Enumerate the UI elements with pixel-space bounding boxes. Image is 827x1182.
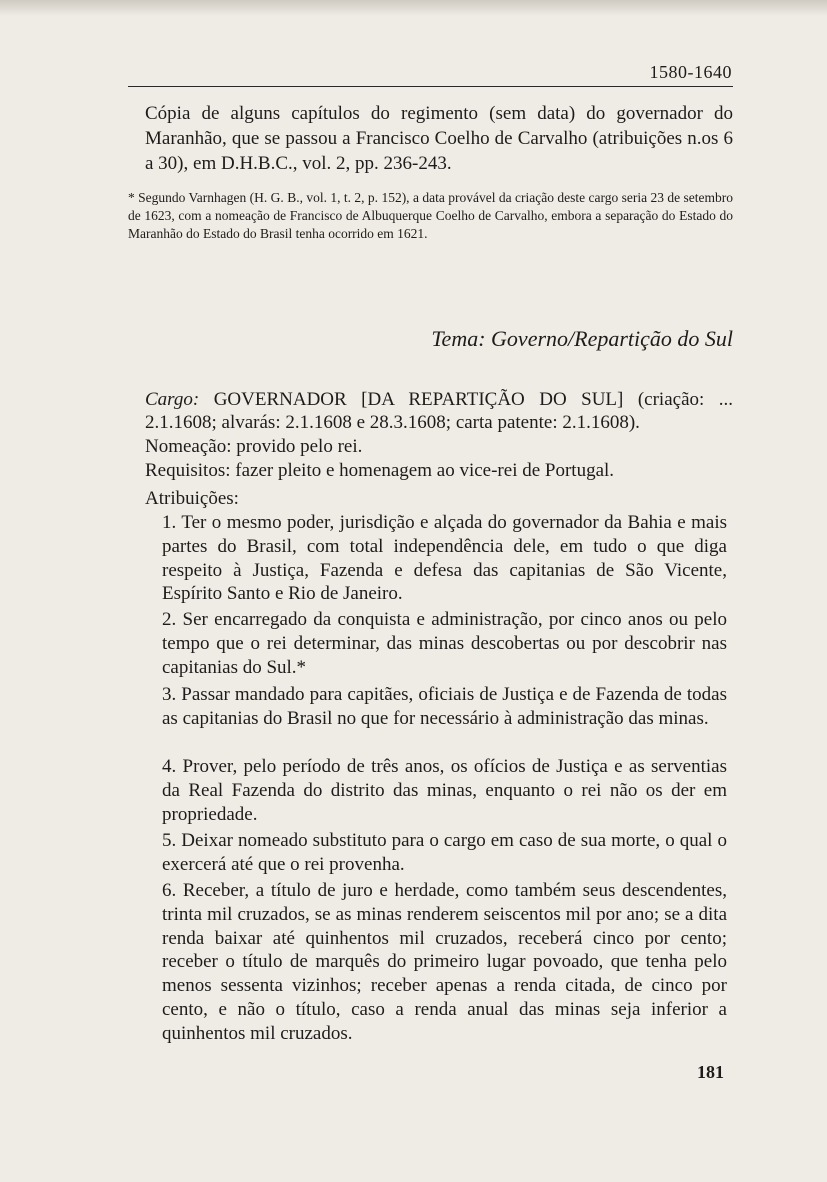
atribuicao-item: 5. Deixar nomeado substituto para o cargo em caso de sua morte, o qual o exercerá até que o rei provenha. xyxy=(162,830,727,875)
atribuicao-item: 3. Passar mandado para capitães, oficiais de Justiça e de Fazenda de todas as capitanias do Brasil no que for necessário à administração das minas. xyxy=(162,684,727,729)
cargo-text: GOVERNADOR [DA REPARTIÇÃO DO SUL] (criação: ... 2.1.1608; alvarás: 2.1.1608 e 28.3.1608; carta patente: 2.1.1608). xyxy=(145,389,734,433)
running-header-period: 1580-1640 xyxy=(649,62,732,82)
header-rule xyxy=(128,86,733,87)
atribuicao-item: 6. Receber, a título de juro e herdade, como também seus descendentes, trinta mil cruzados, se as minas renderem seiscentos mil por ano; se a dita renda baixar até quinhentos mil cruzados, receberá cinco por cento; receber o título de marquês do primeiro lugar povoado, que tenha pelo menos sessenta vizinhos; receber apenas a renda citada, de cinco por cento, e não o título, caso a renda anual das minas seja inferior a quinhentos mil cruzados. xyxy=(162,880,727,1044)
atribuicao-item: 1. Ter o mesmo poder, jurisdição e alçada do governador da Bahia e mais partes do Brasil, com total independência dele, em tudo o que diga respeito à Justiça, Fazenda e defesa das capitanias de São Vicente, Espírito Santo e Rio de Janeiro. xyxy=(162,512,727,605)
requisitos-line: Requisitos: fazer pleito e homenagem ao vice-rei de Portugal. xyxy=(145,460,615,481)
footnote: * Segundo Varnhagen (H. G. B., vol. 1, t. 2, p. 152), a data provável da criação deste cargo seria 23 de setembro de 1623, com a nomeação de Francisco de Albuquerque Coelho de Carvalho, embora a separação do Estado do Maranhão do Estado do Brasil tenha ocorrido em 1621. xyxy=(128,190,733,241)
cargo-label: Cargo: xyxy=(145,389,200,410)
atribuicoes-label: Atribuições: xyxy=(145,488,239,509)
theme-heading: Tema: Governo/Repartição do Sul xyxy=(431,326,733,351)
intro-paragraph: Cópia de alguns capítulos do regimento (sem data) do governador do Maranhão, que se passou a Francisco Coelho de Carvalho (atribuições n.os 6 a 30), em D.H.B.C., vol. 2, pp. 236-243. xyxy=(145,103,733,174)
atribuicao-item: 4. Prover, pelo período de três anos, os ofícios de Justiça e as serventias da Real Fazenda do distrito das minas, enquanto o rei não os der em propriedade. xyxy=(162,756,727,825)
cargo-entry xyxy=(145,388,733,434)
nomeacao-line: Nomeação: provido pelo rei. xyxy=(145,436,363,457)
page-number: 181 xyxy=(697,1062,724,1082)
atribuicao-item: 2. Ser encarregado da conquista e administração, por cinco anos ou pelo tempo que o rei determinar, das minas descobertas ou por descobrir nas capitanias do Sul.* xyxy=(162,609,727,678)
page-top-shadow xyxy=(0,0,827,16)
